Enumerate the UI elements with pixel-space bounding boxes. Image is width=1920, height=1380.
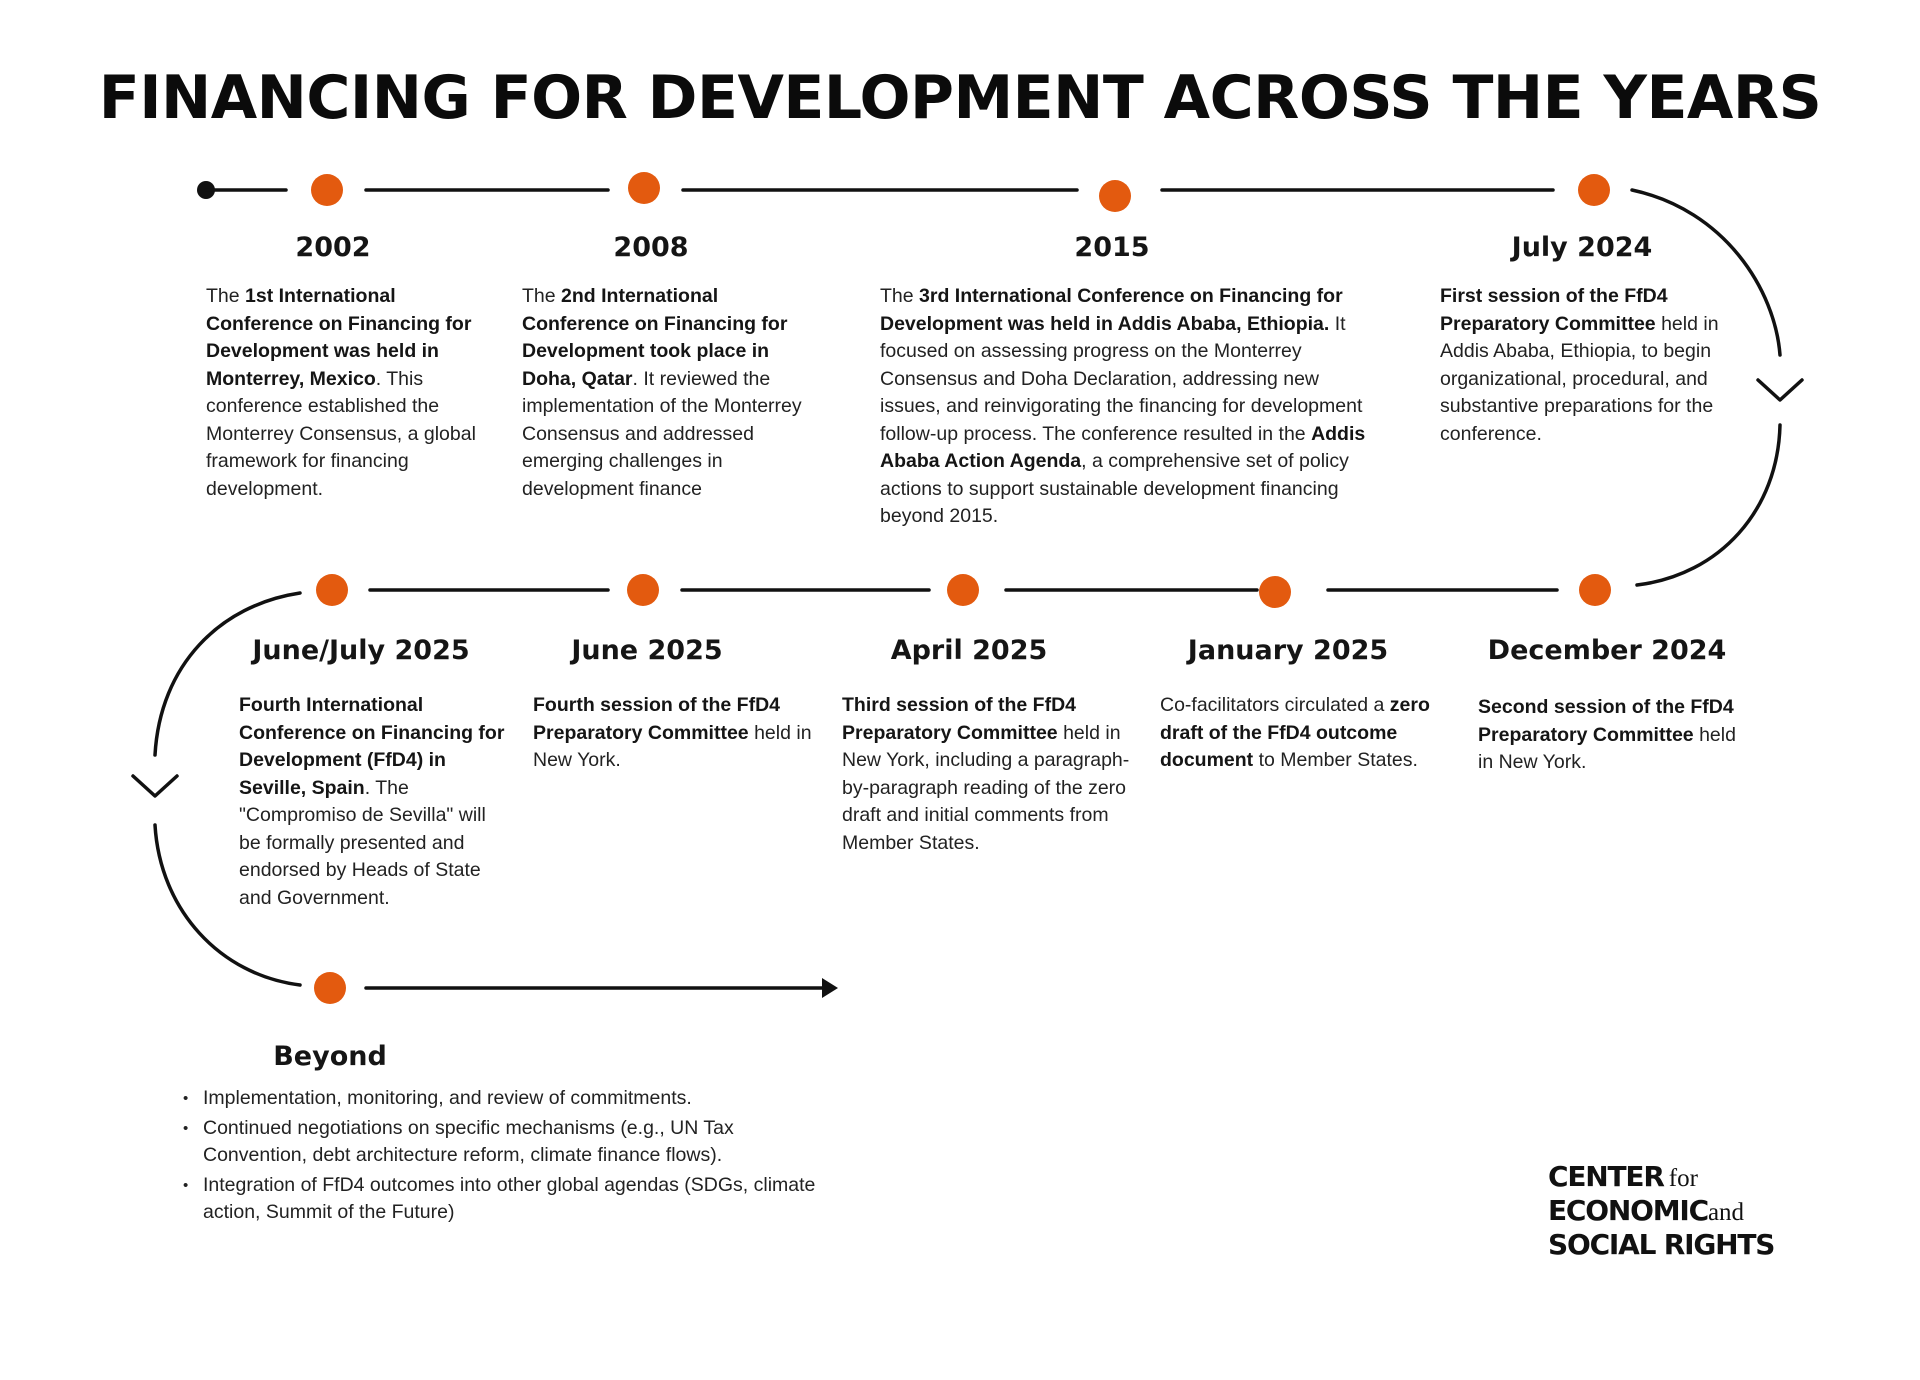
milestone-desc-april-2025: Third session of the FfD4 Preparatory Committee held in New York, including a paragraph-by-paragraph reading of the zero draft and initial comments from Member States. — [842, 694, 1130, 854]
logo-word-social-rights: SOCIAL RIGHTS — [1548, 1228, 1775, 1261]
milestone-desc-december-2024: Second session of the FfD4 Preparatory Committee held in New York. — [1478, 696, 1736, 773]
beyond-list-item: • Continued negotiations on specific mechanisms (e.g., UN Tax Convention, debt architecture reform, climate finance flows). — [183, 1115, 823, 1170]
milestone-dot — [1099, 180, 1131, 212]
milestone-year-june-2025: June 2025 — [571, 635, 723, 666]
milestone-dot — [316, 574, 348, 606]
logo-word-for: for — [1668, 1165, 1698, 1192]
milestone-dot — [1578, 174, 1610, 206]
beyond-list-item: • Implementation, monitoring, and review of commitments. — [183, 1085, 823, 1113]
milestone-year-2002: 2002 — [295, 232, 371, 263]
milestone-dot — [628, 172, 660, 204]
timeline-right-arc-bottom — [1637, 425, 1780, 585]
milestone-dot — [1259, 576, 1291, 608]
milestone-dot — [1579, 574, 1611, 606]
milestone-desc-july-2024: First session of the FfD4 Preparatory Committee held in Addis Ababa, Ethiopia, to begin organizational, procedural, and substantive preparations for the conference. — [1440, 285, 1719, 445]
logo-word-economic: ECONOMIC — [1548, 1194, 1708, 1227]
chevron-down-icon — [133, 776, 177, 796]
milestone-dot — [947, 574, 979, 606]
arrow-right-icon — [822, 978, 838, 998]
milestone-year-december-2024: December 2024 — [1487, 635, 1727, 666]
milestone-desc-2015: The 3rd International Conference on Financing for Development was held in Addis Ababa, Ethiopia. It focused on assessing progress on the Monterrey Consensus and Doha Declaration, addressing new issues, and reinvigorating the financing for development follow-up process. The conference resulted in the Addis Ababa Action Agenda, a comprehensive set of policy actions to support sustainable development financing beyond 2015. — [880, 285, 1366, 527]
page-title: FINANCING FOR DEVELOPMENT ACROSS THE YEARS — [98, 63, 1822, 133]
milestone-year-january-2025: January 2025 — [1187, 635, 1389, 666]
milestone-desc-june-july-2025: Fourth International Conference on Financing for Development (FfD4) in Seville, Spain. The "Compromiso de Sevilla" will be formally presented and endorsed by Heads of State and Government. — [239, 694, 505, 909]
milestone-year-2015: 2015 — [1074, 232, 1150, 263]
milestone-desc-2008: The 2nd International Conference on Financing for Development took place in Doha, Qatar. It reviewed the implementation of the Monterrey Consensus and addressed emerging challenges in development finance — [522, 285, 802, 500]
beyond-label: Beyond — [273, 1041, 387, 1072]
beyond-list-item: • Integration of FfD4 outcomes into other global agendas (SDGs, climate action, Summit of the Future) — [183, 1172, 823, 1227]
milestone-desc-january-2025: Co-facilitators circulated a zero draft of the FfD4 outcome document to Member States. — [1160, 694, 1430, 771]
milestone-year-june-july-2025: June/July 2025 — [252, 635, 470, 666]
milestone-dot — [314, 972, 346, 1004]
milestone-dot — [627, 574, 659, 606]
milestone-desc-june-2025: Fourth session of the FfD4 Preparatory Committee held in New York. — [533, 694, 812, 771]
milestone-year-july-2024: July 2024 — [1511, 232, 1653, 263]
chevron-down-icon — [1758, 380, 1802, 400]
beyond-list — [183, 1085, 823, 1229]
logo-word-and: and — [1707, 1199, 1745, 1226]
logo-word-center: CENTER — [1548, 1160, 1664, 1193]
milestone-year-2008: 2008 — [613, 232, 689, 263]
cesr-logo — [1548, 1162, 1828, 1264]
milestone-desc-2002: The 1st International Conference on Financing for Development was held in Monterrey, Mexico. This conference established the Monterrey Consensus, a global framework for financing development. — [206, 285, 476, 500]
milestone-dot — [311, 174, 343, 206]
milestone-year-april-2025: April 2025 — [890, 635, 1048, 666]
